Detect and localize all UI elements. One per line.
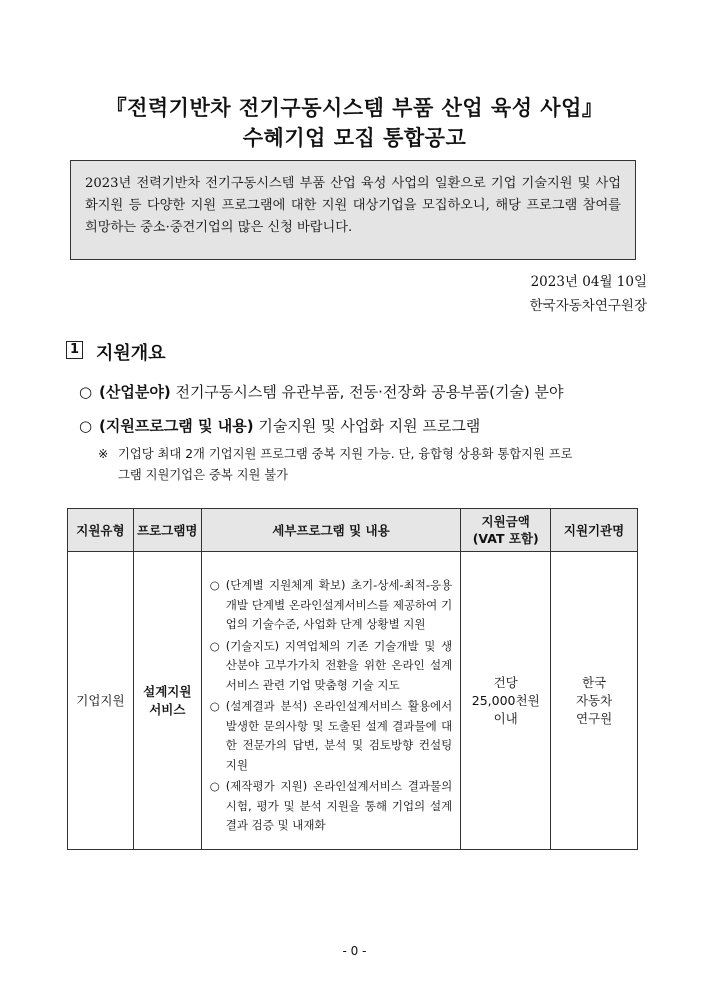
bullet-circle-icon: ○: [209, 638, 220, 653]
table-row: [68, 552, 638, 850]
bullet-text: 전기구동시스템 유관부품, 전동·전장화 공용부품(기술) 분야: [175, 383, 564, 401]
cell-support-amount: 건당 25,000천원 이내: [461, 552, 551, 850]
bullet-circle-icon: ○: [209, 578, 220, 592]
bullet-circle-icon: ○: [79, 383, 93, 401]
page-number: - 0 -: [342, 944, 367, 958]
cell-program-name: 설계지원 서비스: [133, 552, 201, 850]
intro-text: 2023년 전력기반차 전기구동시스템 부품 산업 육성 사업의 일환으로 기업 기술지원 및 사업화지원 등 다양한 지원 프로그램에 대한 지원 대상기업을 모집하오니, 해당 프로그램 참여를 희망하는 중소·중견기업의 많은 신청 바랍니다.: [85, 176, 621, 235]
note: [98, 444, 644, 486]
detail-text: (제작평가 지원) 온라인설계서비스 결과물의 시험, 평가 및 분석 지원을 통해 기업의 설계결과 검증 및 내재화: [225, 779, 453, 832]
reference-mark-icon: ※: [98, 447, 109, 461]
bullet-label: (지원프로그램 및 내용): [99, 417, 254, 435]
table-header-row: [68, 509, 638, 552]
cell-support-type: 기업지원: [68, 552, 134, 850]
intro-box: [70, 160, 636, 260]
detail-item: [210, 637, 453, 696]
header-program-name: 프로그램명: [133, 509, 201, 552]
header-support-type: 지원유형: [68, 509, 134, 552]
bullet-circle-icon: ○: [209, 699, 220, 713]
bullet-label: (산업분야): [99, 383, 171, 401]
detail-text: (설계결과 분석) 온라인설계서비스 활용에서 발생한 문의사항 및 도출된 설계 결과물에 대한 전문가의 답변, 분석 및 검토방향 컨설팅 지원: [225, 699, 453, 772]
detail-text: (기술지도) 지역업체의 기존 기술개발 및 생산분야 고부가가치 전환을 위한 온라인 설계서비스 관련 기업 맞춤형 기술 지도: [225, 638, 453, 692]
section-number-box: 1: [66, 341, 83, 359]
detail-item: [210, 777, 453, 836]
announcement-date: 2023년 04월 10일: [530, 274, 647, 290]
section-title: 지원개요: [96, 343, 166, 364]
detail-text: (단계별 지원체계 확보) 초기-상세-최적-응용 개발 단계별 온라인설계서비스를 제공하여 기업의 기술수준, 사업화 단계 상황별 지원: [225, 578, 453, 631]
program-table: [67, 508, 638, 850]
issuer-name: 한국자동차연구원장: [529, 298, 647, 314]
document-title-line2: 수혜기업 모집 통합공고: [242, 126, 467, 150]
document-title-line1: 『전력기반차 전기구동시스템 부품 산업 육성 사업』: [105, 96, 604, 120]
header-agency: 지원기관명: [551, 509, 638, 552]
bullet-circle-icon: ○: [209, 779, 220, 793]
header-support-amount: 지원금액 (VAT 포함): [461, 509, 551, 552]
cell-agency: 한국 자동차 연구원: [551, 552, 638, 850]
header-program-details: 세부프로그램 및 내용: [201, 509, 461, 552]
bullet-circle-icon: ○: [79, 417, 93, 435]
detail-item: [210, 576, 453, 635]
bullet-support-program: [79, 415, 480, 436]
note-line-1: 기업당 최대 2개 기업지원 프로그램 중복 지원 가능. 단, 융합형 상용화 통합지원 프로: [118, 447, 573, 461]
bullet-industry-field: [79, 381, 564, 402]
cell-program-details: [201, 552, 461, 850]
detail-item: [210, 697, 453, 775]
bullet-text: 기술지원 및 사업화 지원 프로그램: [258, 417, 481, 435]
note-line-2: 그램 지원기업은 중복 지원 불가: [118, 468, 289, 482]
